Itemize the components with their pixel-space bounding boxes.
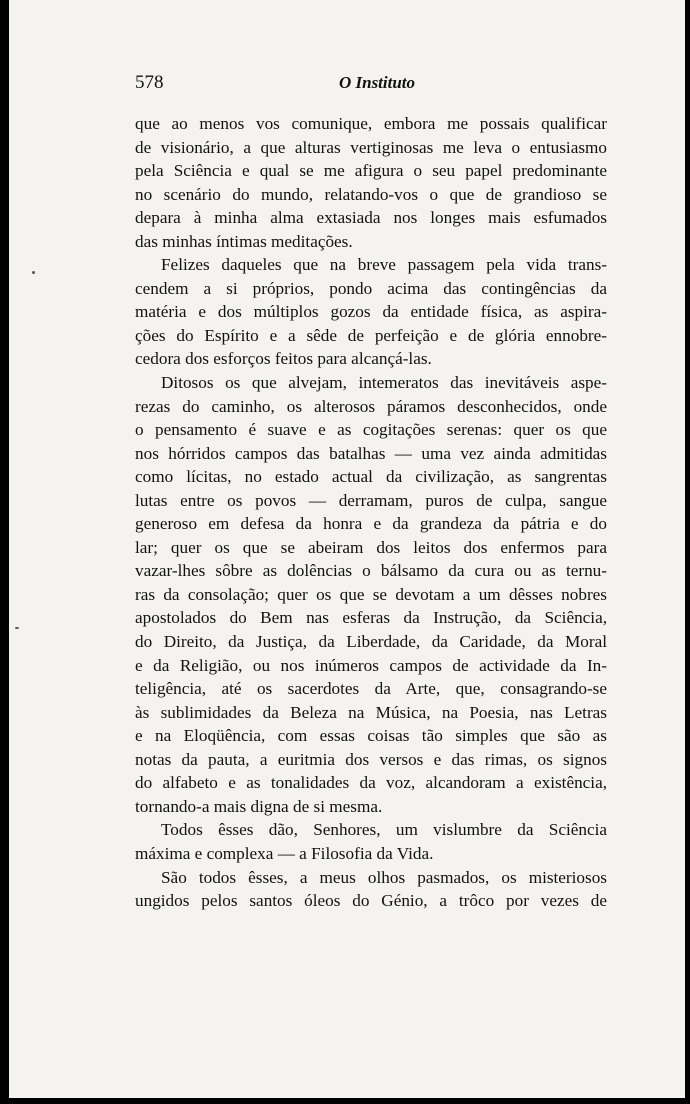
text-line: cendem a si próprios, pondo acima das contingências da	[135, 278, 607, 298]
text-line: máxima e complexa — a Filosofia da Vida.	[135, 843, 434, 863]
text-line: tornando-a mais digna de si mesma.	[135, 796, 383, 816]
text-line: ras da consolação; quer os que se devotam a um dêsses nobres	[135, 584, 607, 604]
text-line: generoso em defesa da honra e da grandeza da pátria e do	[135, 514, 607, 534]
paragraph-4	[135, 818, 607, 865]
text-line: no scenário do mundo, relatando-vos o que de grandioso se	[135, 184, 607, 204]
text-line: Ditosos os que alvejam, intemeratos das inevitáveis aspe-	[161, 373, 607, 393]
text-line: e da Religião, ou nos inúmeros campos de actividade da In-	[135, 655, 607, 675]
text-line: notas da pauta, a euritmia dos versos e das rimas, os signos	[135, 749, 607, 769]
paper-speck	[32, 271, 35, 274]
text-line: como lícitas, no estado actual da civilização, as sangrentas	[135, 467, 607, 487]
text-line: ungidos pelos santos óleos do Génio, a trôco por vezes de	[135, 891, 607, 911]
text-line: às sublimidades da Beleza na Música, na Poesia, nas Letras	[135, 702, 607, 722]
text-line: ções do Espírito e a sêde de perfeição e de glória ennobre-	[135, 325, 607, 345]
text-line: vazar-lhes sôbre as dolências o bálsamo da cura ou as ternu-	[135, 561, 607, 581]
text-line: lar; quer os que se abeiram dos leitos dos enfermos para	[135, 537, 607, 557]
running-title: O Instituto	[338, 73, 416, 92]
text-line: matéria e dos múltiplos gozos da entidade física, as aspira-	[135, 302, 607, 322]
paragraph-5	[135, 866, 607, 913]
text-line: que ao menos vos comunique, embora me possais qualificar	[135, 114, 607, 133]
text-line: nos hórridos campos das batalhas — uma vez ainda admitidas	[135, 443, 607, 463]
text-line: Felizes daqueles que na breve passagem pela vida trans-	[161, 255, 607, 275]
page-number: 578	[135, 72, 164, 93]
book-page	[9, 0, 685, 1098]
page-header	[135, 72, 619, 94]
text-line: apostolados do Bem nas esferas da Instrução, da Sciência,	[135, 608, 607, 628]
paragraph-1	[135, 112, 607, 253]
text-line: das minhas íntimas meditações.	[135, 231, 353, 251]
paragraph-2	[135, 253, 607, 371]
body-text	[135, 112, 607, 913]
text-line: cedora dos esforços feitos para alcançá-las.	[135, 349, 432, 369]
text-line: lutas entre os povos — derramam, puros de culpa, sangue	[135, 490, 607, 510]
text-line: do Direito, da Justiça, da Liberdade, da Caridade, da Moral	[135, 632, 607, 652]
paper-speck	[15, 627, 19, 629]
text-line: pela Sciência e qual se me afigura o seu papel predominante	[135, 161, 607, 181]
text-line: depara à minha alma extasiada nos longes mais esfumados	[135, 208, 607, 228]
text-line: do alfabeto e as tonalidades da voz, alcandoram a existência,	[135, 773, 607, 793]
text-line: São todos êsses, a meus olhos pasmados, os misteriosos	[161, 867, 607, 887]
text-line: o pensamento é suave e as cogitações serenas: quer os que	[135, 420, 607, 440]
text-line: de visionário, a que alturas vertiginosas me leva o entusiasmo	[135, 137, 607, 157]
text-line: e na Eloqüência, com essas coisas tão simples que são as	[135, 726, 607, 746]
text-line: Todos êsses dão, Senhores, um vislumbre da Sciência	[161, 820, 607, 840]
text-line: teligência, até os sacerdotes da Arte, que, consagrando-se	[135, 679, 607, 699]
paragraph-3	[135, 371, 607, 818]
text-line: rezas do caminho, os alterosos páramos desconhecidos, onde	[135, 396, 607, 416]
